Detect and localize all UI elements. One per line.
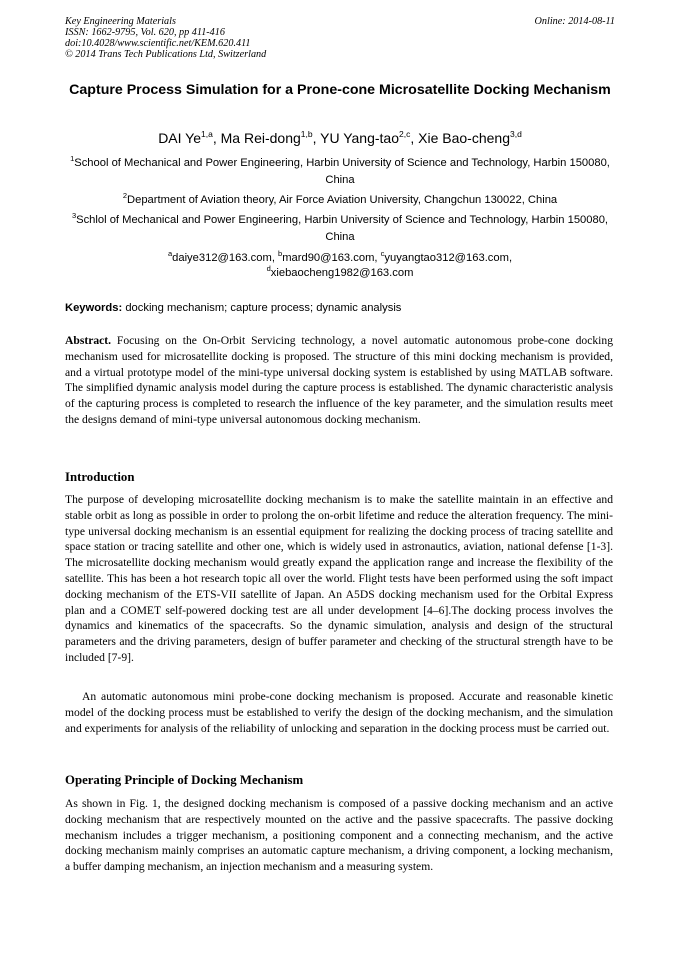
author-list (65, 129, 615, 147)
author: Ma Rei-dong$^{1,b}$, (220, 129, 321, 146)
abstract (65, 333, 613, 428)
paragraph: As shown in Fig. 1, the designed docking mechanism is composed of a passive docking mechanism and an active docking mechanism that are respectively mounted on the active and the passive spacecrafts. The passive docking mechanism includes a trigger mechanism, a positioning component and a connecting mechanism, and the active docking mechanism mainly comprises an automatic capture mechanism, a driving component, a locking mechanism, a buffer damping mechanism, an injection mechanism and a measuring system. (65, 797, 613, 874)
section-heading-introduction: Introduction (65, 470, 135, 484)
section-heading-operating-principle: Operating Principle of Docking Mechanism (65, 773, 304, 787)
email[interactable]: $^a$daiye312@163.com, (167, 249, 279, 264)
abstract-label: Abstract. (65, 334, 112, 347)
email[interactable]: $^b$mard90@163.com, (278, 249, 381, 264)
affiliation: $^3$Schlol of Mechanical and Power Engineering, Harbin University of Science and Technology, Harbin 150080, China (71, 211, 609, 243)
affiliation: $^2$Department of Aviation theory, Air Force Aviation University, Changchun 130022, China (122, 191, 558, 206)
journal-header (65, 16, 615, 60)
paragraph: The purpose of developing microsatellite docking mechanism is to make the satellite maintain in an effective and stable orbit as long as possible in order to prolong the on-orbit lifetime and reduce the alteration frequency. The mini-type universal docking mechanism is an essential equipment for realizing the docking process of tracing satellite and space station or tracing satellite and other one, which is widely used in astronautics, aviation, national defense [1-3]. The microsatellite docking mechanism would greatly expand the application range and increase the flexibility of the satellite. This has been a hot research topic all over the world. Flight tests have been performed using the soft impact docking mechanism of the ETS-VII satellite of Japan. An A5DS docking mechanism used for the Orbital Express plan and a COMET self-powered docking test are all under development [4–6].The docking process involves the dynamics and kinematics of the spacecrafts. So the dynamic simulation, analysis and design of the structural parameters and the driving parameters, design of buffer parameter and checking of the structural strength have to be included [7-9]. (65, 493, 613, 664)
abstract-text: Focusing on the On-Orbit Servicing technology, a novel automatic autonomous probe-cone docking mechanism used for microsatellite docking is proposed. The structure of this mini docking mechanism is provided, and a virtual prototype model of the mini-type universal docking system is established by using MATLAB software. The simplified dynamic analysis model during the capture process is established. The dynamic characteristic analysis of the capturing process is completed to research the influence of the key parameter, and the simulation results meet the designs demand of mini-type universal autonomous docking mechanism. (65, 334, 613, 426)
paper-title: Capture Process Simulation for a Prone-cone Microsatellite Docking Mechanism (69, 82, 611, 98)
journal-name: Key Engineering Materials (65, 16, 176, 27)
paragraph: An automatic autonomous mini probe-cone docking mechanism is proposed. Accurate and reasonable kinetic model of the docking process must be established to verify the design of the docking mechanism, and the simulation and experiments for analysis of the reliability of unlocking and separation in the docking process must be carried out. (65, 690, 613, 735)
author: YU Yang-tao$^{2,c}$, (320, 129, 419, 146)
author: Xie Bao-cheng$^{3,d}$ (418, 129, 522, 146)
author: DAI Ye$^{1,a}$, (158, 129, 221, 146)
keywords (65, 301, 615, 316)
online-date: Online: 2014-08-11 (534, 16, 615, 27)
affiliation: $^1$School of Mechanical and Power Engineering, Harbin University of Science and Technology, Harbin 150080, China (70, 154, 610, 186)
keywords-text: docking mechanism; capture process; dynamic analysis (125, 302, 402, 314)
email[interactable]: $^c$yuyangtao312@163.com, (380, 249, 513, 264)
journal-issn: ISSN: 1662-9795, Vol. 620, pp 411-416 (65, 27, 225, 38)
email[interactable]: $^d$xiebaocheng1982@163.com (266, 264, 414, 279)
keywords-label: Keywords: (65, 302, 123, 314)
journal-doi: doi:10.4028/www.scientific.net/KEM.620.411 (65, 38, 251, 49)
author-emails (120, 251, 560, 281)
journal-copyright: © 2014 Trans Tech Publications Ltd, Switzerland (65, 49, 267, 60)
